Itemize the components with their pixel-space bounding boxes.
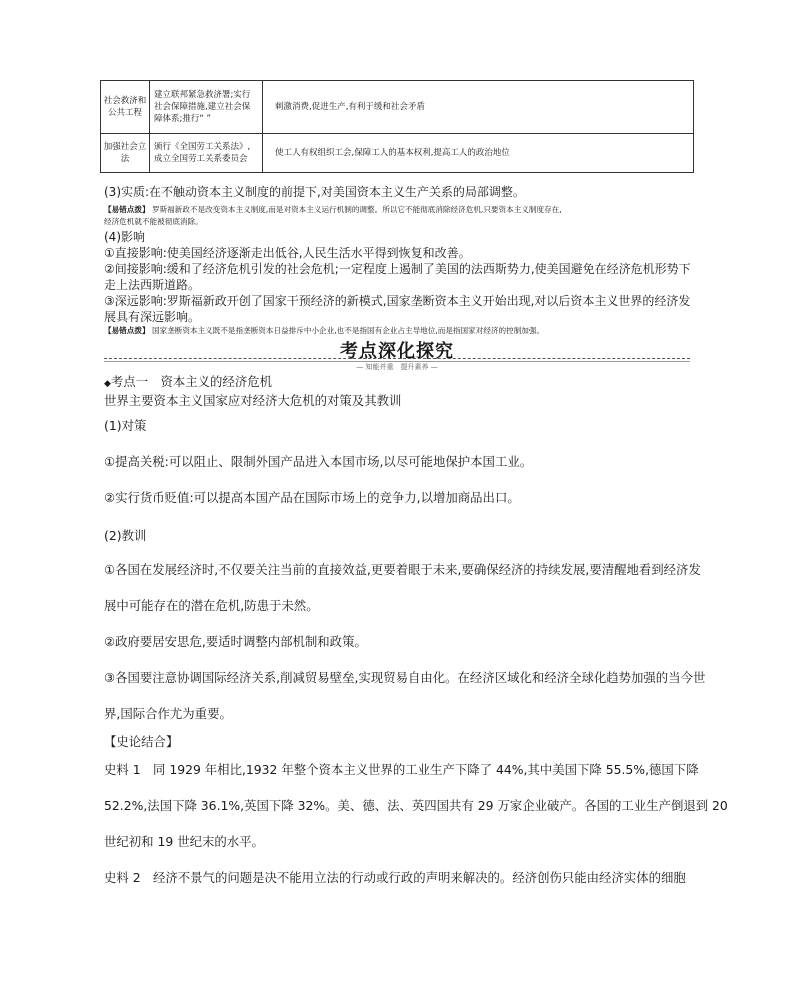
history-heading: 【史论结合】 bbox=[104, 734, 179, 749]
table-cell-measures: 颁行《全国劳工关系法》,成立全国劳工关系委员会 bbox=[150, 134, 263, 173]
error-tip-label: 【易错点拨】 bbox=[104, 326, 150, 335]
impact-item-indirect-cont: 走上法西斯道路。 bbox=[104, 278, 201, 292]
error-tip-text-cont: 经济危机就不能被彻底消除。 bbox=[104, 217, 203, 226]
impact-item-indirect: ②间接影响:缓和了经济危机引发的社会危机;一定程度上遏制了美国的法西斯势力,使美国避免在经济危机形势下 bbox=[104, 262, 691, 276]
impact-item-farreaching: ③深远影响:罗斯福新政开创了国家干预经济的新模式,国家垄断资本主义开始出现,对以后资本主义世界的经济发 bbox=[104, 294, 691, 308]
history-source-1: 史料 1 同 1929 年相比,1932 年整个资本主义世界的工业生产下降了 44%,其中美国下降 55.5%,德国下降 bbox=[104, 762, 699, 777]
error-tip-note-2 bbox=[104, 325, 544, 337]
history-source-1-cont2: 世纪初和 19 世纪末的水平。 bbox=[104, 834, 264, 849]
error-tip-text: 罗斯福新政不是改变资本主义制度,而是对资本主义运行机制的调整。所以它不能彻底消除经济危机,只要资本主义制度存在, bbox=[151, 205, 562, 214]
topic-heading bbox=[104, 373, 272, 393]
table-cell-effect: 刺激消费,促进生产,有利于缓和社会矛盾 bbox=[263, 81, 694, 134]
topic-heading-text: 考点一 资本主义的经济危机 bbox=[110, 374, 272, 389]
lessons-item-1-cont: 展中可能存在的潜在危机,防患于未然。 bbox=[104, 598, 319, 613]
measures-item-devaluation: ②实行货币贬值:可以提高本国产品在国际市场上的竞争力,以增加商品出口。 bbox=[104, 490, 520, 505]
table-cell-measures: 建立联邦紧急救济署;实行社会保障措施,建立社会保障体系;推行“ ” bbox=[150, 81, 263, 134]
bullet-icon: ◆ bbox=[104, 379, 111, 389]
table-row bbox=[101, 134, 694, 173]
table-cell-category: 加强社会立法 bbox=[101, 134, 150, 173]
impact-heading: (4)影响 bbox=[104, 230, 145, 244]
error-tip-note bbox=[104, 204, 562, 216]
error-tip-label: 【易错点拨】 bbox=[104, 205, 150, 214]
section-subtitle: — 知能并重 提升素养 — bbox=[356, 363, 438, 371]
policy-table bbox=[100, 80, 694, 173]
section-title: 考点深化探究 bbox=[340, 341, 454, 362]
table-row bbox=[101, 81, 694, 134]
section-divider bbox=[104, 358, 690, 359]
table-cell-category: 社会救济和公共工程 bbox=[101, 81, 150, 134]
lessons-item-1: ①各国在发展经济时,不仅要关注当前的直接效益,更要着眼于未来,要确保经济的持续发展,要清醒地看到经济发 bbox=[104, 562, 701, 577]
history-source-2: 史料 2 经济不景气的问题是决不能用立法的行动或行政的声明来解决的。经济创伤只能由经济实体的细胞 bbox=[104, 870, 686, 885]
lessons-heading: (2)教训 bbox=[104, 528, 147, 543]
impact-item-direct: ①直接影响:使美国经济逐渐走出低谷,人民生活水平得到恢复和改善。 bbox=[104, 246, 471, 260]
topic-subheading: 世界主要资本主义国家应对经济大危机的对策及其教训 bbox=[104, 393, 402, 408]
error-tip-text: 国家垄断资本主义既不是指垄断资本日益排斥中小企业,也不是指国有企业占主导地位,而是指国家对经济的控制加强。 bbox=[151, 326, 545, 335]
history-source-1-cont: 52.2%,法国下降 36.1%,英国下降 32%。美、德、法、英四国共有 29 万家企业破产。各国的工业生产倒退到 20 bbox=[104, 798, 728, 813]
measures-item-tariff: ①提高关税:可以阻止、限制外国产品进入本国市场,以尽可能地保护本国工业。 bbox=[104, 454, 533, 469]
measures-heading: (1)对策 bbox=[104, 418, 147, 433]
impact-item-farreaching-cont: 展具有深远影响。 bbox=[104, 310, 201, 324]
lessons-item-3: ③各国要注意协调国际经济关系,削减贸易壁垒,实现贸易自由化。在经济区域化和经济全球化趋势加强的当今世 bbox=[104, 670, 706, 685]
lessons-item-3-cont: 界,国际合作尤为重要。 bbox=[104, 706, 232, 721]
essence-paragraph: (3)实质:在不触动资本主义制度的前提下,对美国资本主义生产关系的局部调整。 bbox=[104, 185, 525, 199]
lessons-item-2: ②政府要居安思危,要适时调整内部机制和政策。 bbox=[104, 634, 367, 649]
table-cell-effect: 使工人有权组织工会,保障工人的基本权利,提高工人的政治地位 bbox=[263, 134, 694, 173]
